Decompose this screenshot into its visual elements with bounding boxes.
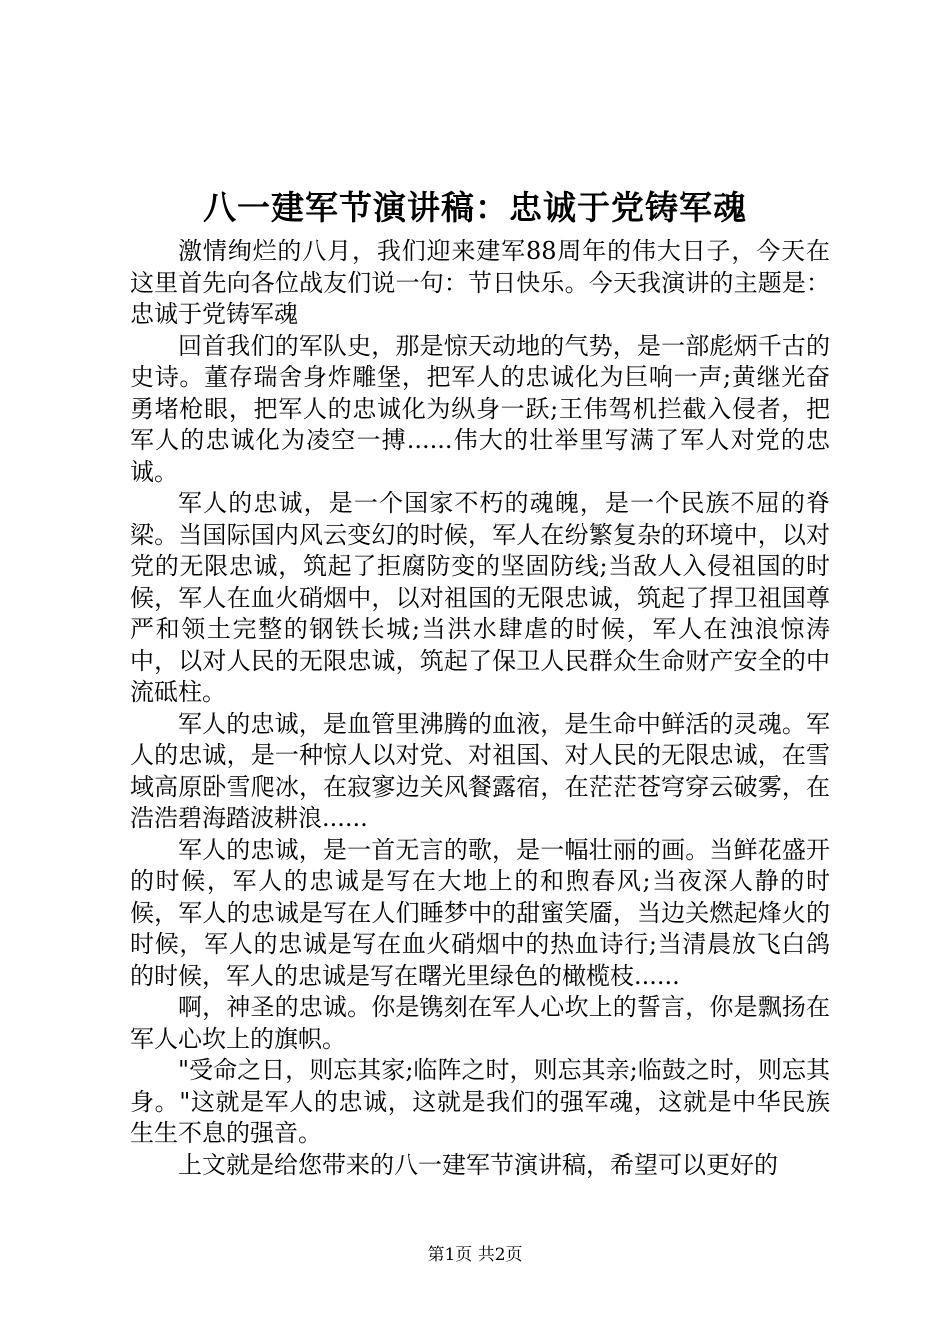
- paragraph: 上文就是给您带来的八一建军节演讲稿，希望可以更好的: [178, 1150, 778, 1179]
- paragraph: 啊，神圣的忠诚。你是镌刻在军人心坎上的誓言，你是飘扬在军人心坎上的旗帜。: [130, 993, 830, 1053]
- document-title: 八一建军节演讲稿：忠诚于党铸军魂: [203, 188, 747, 227]
- page-number-footer: 第1页 共2页: [427, 1245, 523, 1265]
- paragraph: 军人的忠诚，是一个国家不朽的魂魄，是一个民族不屈的脊梁。当国际国内风云变幻的时候，军人在纷繁复杂的环境中，以对党的无限忠诚，筑起了拒腐防变的坚固防线;当敌人入侵祖国的时候，军人在血火硝烟中，以对祖国的无限忠诚，筑起了捍卫祖国尊严和领土完整的钢铁长城;当洪水肆虐的时候，军人在浊浪惊涛中，以对人民的无限忠诚，筑起了保卫人民群众生命财产安全的中流砥柱。: [130, 489, 830, 706]
- paragraph: 激情绚烂的八月，我们迎来建军88周年的伟大日子，今天在这里首先向各位战友们说一句：节日快乐。今天我演讲的主题是：忠诚于党铸军魂: [130, 237, 830, 328]
- paragraph: 军人的忠诚，是一首无言的歌，是一幅壮丽的画。当鲜花盛开的时候，军人的忠诚是写在大地上的和煦春风;当夜深人静的时候，军人的忠诚是写在人们睡梦中的甜蜜笑靥，当边关燃起烽火的时候，军人的忠诚是写在血火硝烟中的热血诗行;当清晨放飞白鸽的时候，军人的忠诚是写在曙光里绿色的橄榄枝......: [130, 835, 830, 990]
- paragraph: "受命之日，则忘其家;临阵之时，则忘其亲;临鼓之时，则忘其身。"这就是军人的忠诚，这就是我们的强军魂，这就是中华民族生生不息的强音。: [130, 1056, 830, 1147]
- paragraph: 回首我们的军队史，那是惊天动地的气势，是一部彪炳千古的史诗。董存瑞舍身炸雕堡，把军人的忠诚化为巨响一声;黄继光奋勇堵枪眼，把军人的忠诚化为纵身一跃;王伟驾机拦截入侵者，把军人的忠诚化为凌空一搏......伟大的壮举里写满了军人对党的忠诚。: [130, 331, 830, 486]
- document-body: [130, 236, 830, 1181]
- paragraph: 军人的忠诚，是血管里沸腾的血液，是生命中鲜活的灵魂。军人的忠诚，是一种惊人以对党、对祖国、对人民的无限忠诚，在雪域高原卧雪爬冰，在寂寥边关风餐露宿，在茫茫苍穹穿云破雾，在浩浩碧海踏波耕浪......: [130, 709, 830, 832]
